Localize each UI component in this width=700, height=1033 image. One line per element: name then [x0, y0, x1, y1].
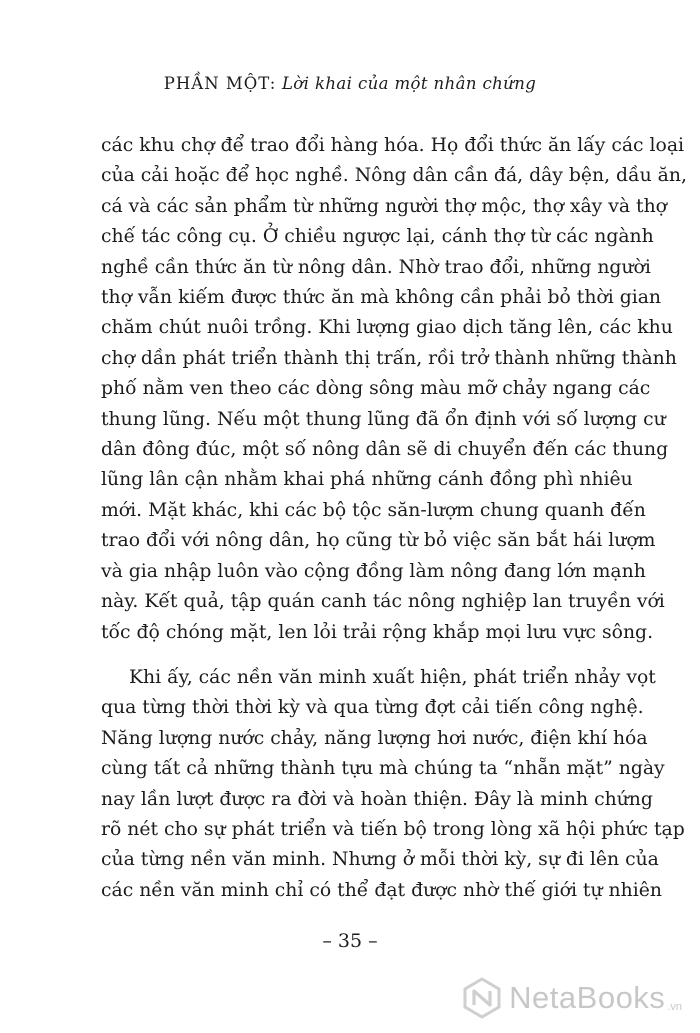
- text-line: dân đông đúc, một số nông dân sẽ di chuyển đến các thung: [101, 439, 669, 461]
- text-line: lũng lân cận nhằm khai phá những cánh đồng phì nhiêu: [101, 469, 633, 491]
- text-line: cùng tất cả những thành tựu mà chúng ta “nhẵn mặt” ngày: [101, 758, 665, 780]
- paragraph-2: [101, 663, 685, 906]
- text-line: chế tác công cụ. Ở chiều ngược lại, cánh thợ từ các ngành: [101, 226, 654, 248]
- text-line: này. Kết quả, tập quán canh tác nông nghiệp lan truyền với: [101, 591, 665, 613]
- text-line: phố nằm ven theo các dòng sông màu mỡ chảy ngang các: [101, 378, 651, 400]
- netabooks-logo-icon: [461, 977, 503, 1019]
- text-line: các nền văn minh chỉ có thể đạt được nhờ thế giới tự nhiên: [101, 879, 662, 901]
- text-line: qua từng thời thời kỳ và qua từng đợt cải tiến công nghệ.: [101, 697, 644, 719]
- text-line: chợ dần phát triển thành thị trấn, rồi trở thành những thành: [101, 347, 677, 369]
- text-line: Khi ấy, các nền văn minh xuất hiện, phát triển nhảy vọt: [129, 666, 656, 688]
- text-line: chăm chút nuôi trồng. Khi lượng giao dịch tăng lên, các khu: [101, 317, 673, 339]
- body-text: [101, 131, 687, 906]
- text-line: và gia nhập luôn vào cộng đồng làm nông đang lớn mạnh: [101, 560, 646, 582]
- text-line: của cải hoặc để học nghề. Nông dân cần đá, dây bện, dầu ăn,: [101, 165, 687, 187]
- watermark-brand: NetaBooks: [509, 980, 666, 1015]
- text-line: cá và các sản phẩm từ những người thợ mộc, thợ xây và thợ: [101, 195, 667, 217]
- text-line: trao đổi với nông dân, họ cũng từ bỏ việc săn bắt hái lượm: [101, 530, 656, 552]
- part-label: PHẦN MỘT:: [163, 74, 277, 93]
- text-line: của từng nền văn minh. Nhưng ở mỗi thời kỳ, sự đi lên của: [101, 849, 659, 871]
- paragraph-1: [101, 131, 687, 648]
- watermark-suffix: .vn: [667, 1001, 682, 1013]
- text-line: Năng lượng nước chảy, năng lượng hơi nước, điện khí hóa: [101, 727, 648, 749]
- watermark: [461, 977, 682, 1019]
- text-line: nay lần lượt được ra đời và hoàn thiện. Đây là minh chứng: [101, 788, 653, 810]
- text-line: thợ vẫn kiếm được thức ăn mà không cần phải bỏ thời gian: [101, 287, 662, 309]
- chapter-title: Lời khai của một nhân chứng: [281, 74, 537, 93]
- text-line: mới. Mặt khác, khi các bộ tộc săn-lượm chung quanh đến: [101, 499, 646, 521]
- page-number: – 35 –: [322, 930, 378, 952]
- text-line: rõ nét cho sự phát triển và tiến bộ trong lòng xã hội phức tạp: [101, 818, 685, 840]
- text-line: thung lũng. Nếu một thung lũng đã ổn định với số lượng cư: [101, 408, 666, 430]
- running-header: [0, 74, 700, 93]
- text-line: nghề cần thức ăn từ nông dân. Nhờ trao đổi, những người: [101, 256, 651, 278]
- text-line: các khu chợ để trao đổi hàng hóa. Họ đổi thức ăn lấy các loại: [101, 135, 685, 156]
- text-line: tốc độ chóng mặt, len lỏi trải rộng khắp mọi lưu vực sông.: [101, 621, 654, 643]
